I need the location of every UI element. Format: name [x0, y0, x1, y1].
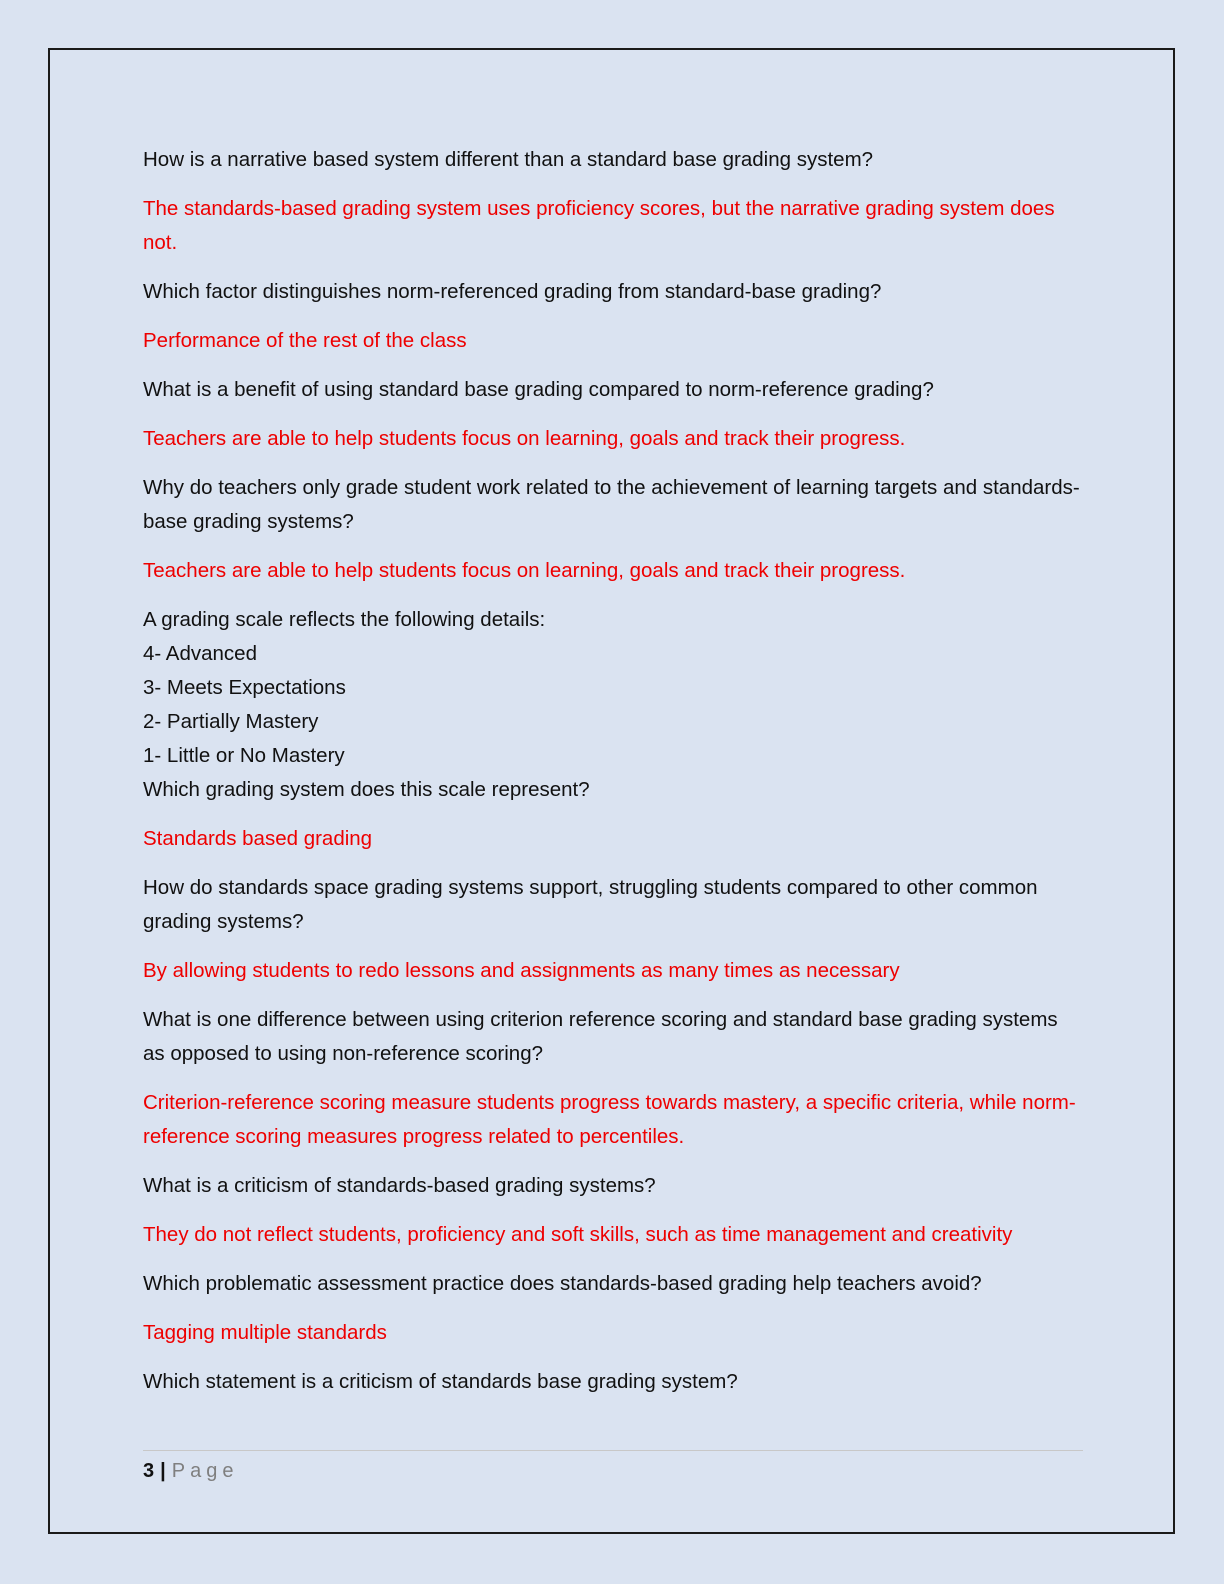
answer-text: Criterion-reference scoring measure students progress towards mastery, a specific criteria, while norm-reference scoring measures progress related to percentiles.: [143, 1091, 1076, 1148]
question-text: How is a narrative based system different than a standard base grading system?: [143, 148, 874, 171]
answer-text: Standards based grading: [143, 827, 373, 850]
answer-text: Performance of the rest of the class: [143, 329, 467, 352]
question-text: Which problematic assessment practice does standards-based grading help teachers avoid?: [143, 1272, 982, 1295]
footer-divider: [143, 1450, 1083, 1451]
answer-text: Teachers are able to help students focus on learning, goals and track their progress.: [143, 559, 906, 582]
question-text: What is a benefit of using standard base grading compared to norm-reference grading?: [143, 378, 934, 401]
scale-level-line: 4- Advanced: [143, 642, 257, 665]
document-body: [143, 143, 1083, 1414]
question-text: Which statement is a criticism of standards base grading system?: [143, 1370, 738, 1393]
question-text: What is a criticism of standards-based grading systems?: [143, 1174, 656, 1197]
page-footer: [143, 1457, 238, 1485]
scale-intro-line: A grading scale reflects the following details:: [143, 608, 546, 631]
question-text: Why do teachers only grade student work related to the achievement of learning targets and standards-base grading systems?: [143, 476, 1080, 533]
scale-level-line: 3- Meets Expectations: [143, 676, 346, 699]
answer-text: Teachers are able to help students focus on learning, goals and track their progress.: [143, 427, 906, 450]
answer-text: Tagging multiple standards: [143, 1321, 387, 1344]
scale-level-line: 2- Partially Mastery: [143, 710, 319, 733]
answer-text: The standards-based grading system uses proficiency scores, but the narrative grading system does not.: [143, 197, 1055, 254]
footer-separator: |: [160, 1460, 166, 1482]
question-text: How do standards space grading systems support, struggling students compared to other common grading systems?: [143, 876, 1038, 933]
scale-question-line: Which grading system does this scale represent?: [143, 778, 590, 801]
question-text: What is one difference between using criterion reference scoring and standard base grading systems as opposed to using non-reference scoring?: [143, 1008, 1058, 1065]
page-label: Page: [171, 1460, 239, 1482]
scale-level-line: 1- Little or No Mastery: [143, 744, 345, 767]
question-text: Which factor distinguishes norm-referenced grading from standard-base grading?: [143, 280, 882, 303]
answer-text: They do not reflect students, proficiency and soft skills, such as time management and creativity: [143, 1223, 1013, 1246]
answer-text: By allowing students to redo lessons and assignments as many times as necessary: [143, 959, 900, 982]
grading-scale-question: [143, 603, 1083, 807]
page-number: 3: [143, 1460, 155, 1482]
